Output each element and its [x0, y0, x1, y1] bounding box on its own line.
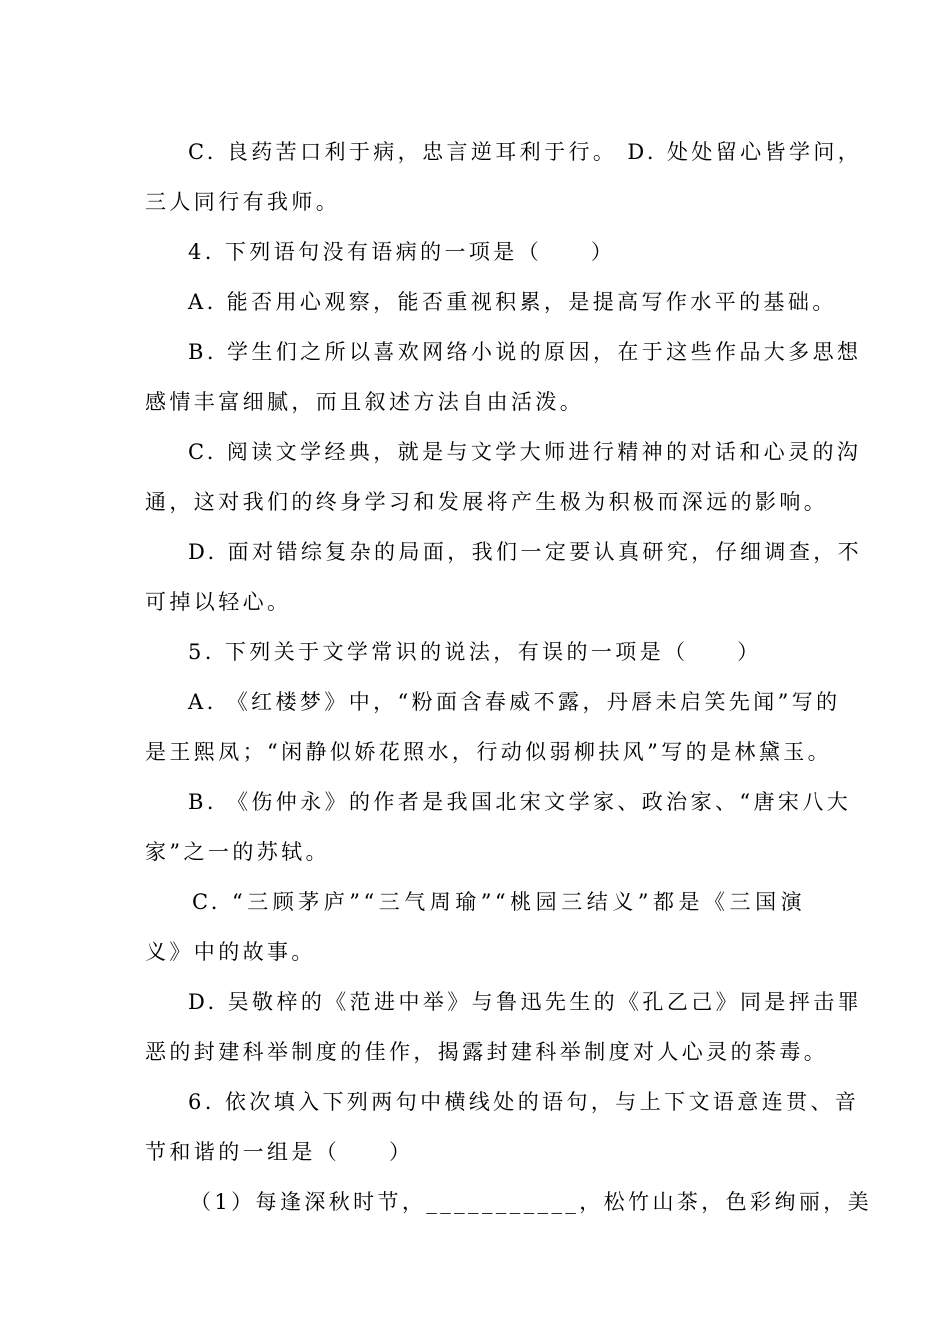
question-5-option-d: D. 吴敬梓的《范进中举》与鲁迅先生的《孔乙己》同是抨击罪 — [188, 990, 863, 1014]
question-5-option-d-continuation: 恶的封建科举制度的佳作，揭露封建科举制度对人心灵的荼毒。 — [145, 1040, 829, 1064]
question-4-option-c-continuation: 通，这对我们的终身学习和发展将产生极为积极而深远的影响。 — [145, 490, 829, 514]
question-5-option-a-continuation: 是王熙凤；“闲静似娇花照水，行动似弱柳扶风”写的是林黛玉。 — [145, 740, 833, 764]
option-d-continuation: 三人同行有我师。 — [145, 190, 341, 214]
question-5-option-a: A. 《红楼梦》中，“粉面含春威不露，丹唇未启笑先闻”写的 — [188, 690, 841, 714]
question-5-option-b-continuation: 家”之一的苏轼。 — [145, 840, 330, 864]
question-4-option-d-continuation: 可掉以轻心。 — [145, 590, 292, 614]
question-4-option-a: A. 能否用心观察，能否重视积累，是提高写作水平的基础。 — [188, 290, 837, 314]
question-4-option-b-continuation: 感情丰富细腻，而且叙述方法自由活泼。 — [145, 390, 585, 414]
question-6-sentence-1: （1）每逢深秋时节，___________，松竹山茶，色彩绚丽，美 — [190, 1190, 873, 1214]
question-4-option-c: C. 阅读文学经典，就是与文学大师进行精神的对话和心灵的沟 — [188, 440, 862, 464]
option-c-d-line: C. 良药苦口利于病，忠言逆耳利于行。 D. 处处留心皆学问， — [188, 140, 863, 164]
question-4-option-b: B. 学生们之所以喜欢网络小说的原因，在于这些作品大多思想 — [188, 340, 862, 364]
question-4-title: 4. 下列语句没有语病的一项是（ ） — [188, 240, 616, 264]
question-4-option-d: D. 面对错综复杂的局面，我们一定要认真研究，仔细调查，不 — [188, 540, 863, 564]
question-6-title-continuation: 节和谐的一组是（ ） — [145, 1140, 414, 1164]
question-5-title: 5. 下列关于文学常识的说法，有误的一项是（ ） — [188, 640, 762, 664]
question-5-option-b: B. 《伤仲永》的作者是我国北宋文学家、政治家、“唐宋八大 — [188, 790, 852, 814]
question-6-title: 6. 依次填入下列两句中横线处的语句，与上下文语意连贯、音 — [188, 1090, 860, 1114]
question-5-option-c-continuation: 义》中的故事。 — [145, 940, 316, 964]
question-5-option-c: C. “三顾茅庐”“三气周瑜”“桃园三结义”都是《三国演 — [192, 890, 805, 914]
